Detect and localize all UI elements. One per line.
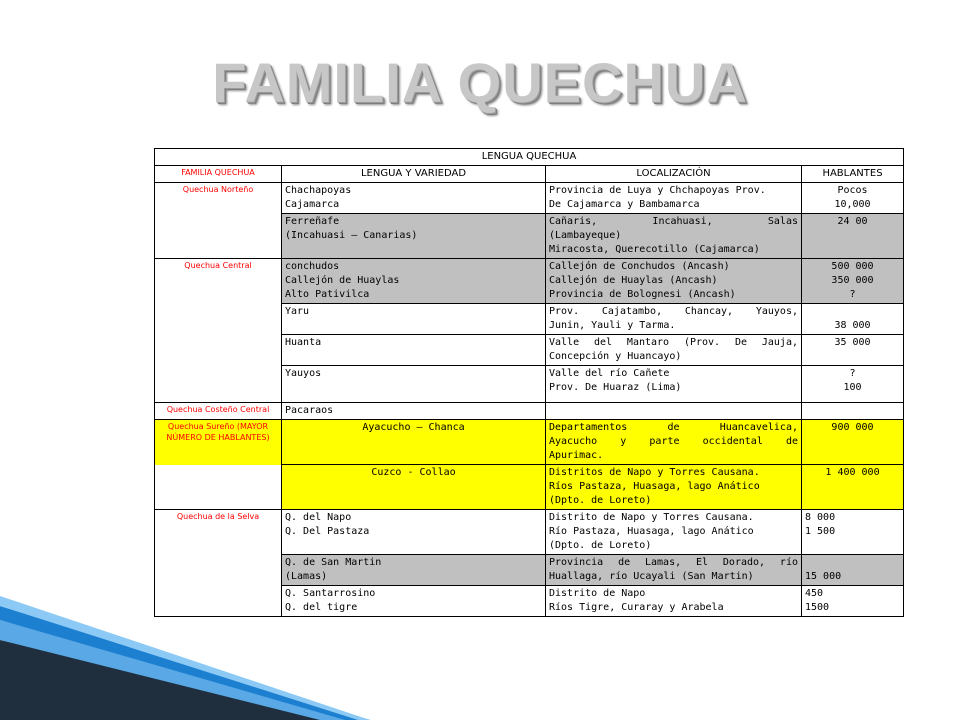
header-hablantes: HABLANTES — [802, 166, 904, 183]
table-row — [155, 183, 904, 214]
familia-cell: Quechua Costeño Central — [155, 403, 282, 420]
table-row — [155, 335, 904, 366]
localizacion-line: Concepción y Huancayo) — [549, 351, 682, 362]
localizacion-line: Cañaris, Incahuasi, Salas — [549, 216, 798, 227]
hablantes-line: 1500 — [805, 602, 830, 613]
lengua-line: Ferreñafe — [285, 216, 340, 227]
hablantes-cell — [802, 214, 904, 259]
hablantes-line: 100 — [843, 382, 862, 393]
localizacion-line: Departamentos de Huancavelica, — [549, 422, 798, 433]
table-row — [155, 366, 904, 403]
quechua-table-container — [154, 148, 903, 617]
table-row — [155, 510, 904, 555]
lengua-cell — [282, 335, 546, 366]
hablantes-line: 35 000 — [834, 337, 871, 348]
table-row — [155, 465, 904, 510]
localizacion-line: Prov. Cajatambo, Chancay, Yauyos, — [549, 306, 798, 317]
localizacion-line: Callejón de Conchudos (Ancash) — [549, 261, 730, 272]
localizacion-cell — [546, 510, 802, 555]
lengua-line: (Lamas) — [285, 571, 328, 582]
familia-cell — [155, 214, 282, 259]
lengua-line: Alto Pativilca — [285, 289, 370, 300]
localizacion-line: (Lambayeque) — [549, 230, 622, 241]
table-row — [155, 403, 904, 420]
lengua-cell — [282, 259, 546, 304]
lengua-line: Huanta — [285, 337, 322, 348]
hablantes-cell — [802, 586, 904, 617]
localizacion-line: Ríos Tigre, Curaray y Arabela — [549, 602, 724, 613]
hablantes-cell — [802, 183, 904, 214]
lengua-line: Callejón de Huaylas — [285, 275, 400, 286]
familia-cell: Quechua Sureño (MAYOR NÚMERO DE HABLANTES) — [155, 420, 282, 465]
lengua-line: Yaru — [285, 306, 310, 317]
familia-cell: Quechua Central — [155, 259, 282, 304]
localizacion-cell — [546, 420, 802, 465]
lengua-line: Ayacucho – Chanca — [362, 422, 465, 433]
lengua-line: Yauyos — [285, 368, 322, 379]
hablantes-cell — [802, 465, 904, 510]
hablantes-line: 900 000 — [831, 422, 874, 433]
lengua-cell — [282, 403, 546, 420]
lengua-line: conchudos — [285, 261, 340, 272]
localizacion-line: Ayacucho y parte occidental de — [549, 436, 798, 447]
hablantes-cell — [802, 259, 904, 304]
localizacion-cell — [546, 403, 802, 420]
hablantes-line: 350 000 — [831, 275, 874, 286]
lengua-cell — [282, 304, 546, 335]
hablantes-line: 24 00 — [837, 216, 868, 227]
hablantes-line: 8 000 — [805, 512, 836, 523]
familia-cell — [155, 366, 282, 403]
localizacion-cell — [546, 335, 802, 366]
localizacion-cell — [546, 586, 802, 617]
localizacion-cell — [546, 366, 802, 403]
corner-stripes-decoration — [0, 580, 370, 720]
table-header-row — [155, 166, 904, 183]
familia-cell — [155, 465, 282, 510]
localizacion-line: Provincia de Lamas, El Dorado, río — [549, 557, 798, 568]
hablantes-line: 500 000 — [831, 261, 874, 272]
localizacion-cell — [546, 183, 802, 214]
hablantes-line: 38 000 — [834, 320, 871, 331]
quechua-table — [154, 148, 904, 617]
lengua-cell — [282, 214, 546, 259]
lengua-line: Cuzco - Collao — [371, 467, 456, 478]
localizacion-cell — [546, 555, 802, 586]
familia-cell: Quechua de la Selva — [155, 510, 282, 555]
localizacion-cell — [546, 214, 802, 259]
localizacion-line: (Dpto. de Loreto) — [549, 540, 652, 551]
header-localizacion: LOCALIZACIÓN — [546, 166, 802, 183]
localizacion-line: Valle del río Cañete — [549, 368, 670, 379]
hablantes-line: 450 — [805, 588, 824, 599]
lengua-cell — [282, 366, 546, 403]
lengua-line: Q. Santarrosino — [285, 588, 376, 599]
localizacion-line: Provincia de Luya y Chchapoyas Prov. — [549, 185, 766, 196]
table-caption-row — [155, 149, 904, 166]
localizacion-line: Huallaga, río Ucayali (San Martin) — [549, 571, 754, 582]
localizacion-line: Distrito de Napo — [549, 588, 646, 599]
hablantes-cell — [802, 403, 904, 420]
localizacion-line: Provincia de Bolognesi (Ancash) — [549, 289, 736, 300]
page-title: FAMILIA QUECHUA — [212, 51, 748, 114]
hablantes-line — [805, 556, 900, 570]
lengua-line: Q. Del Pastaza — [285, 526, 370, 537]
localizacion-line: Miracosta, Querecotillo (Cajamarca) — [549, 244, 760, 255]
lengua-cell — [282, 465, 546, 510]
hablantes-line: ? — [849, 368, 856, 379]
table-row — [155, 420, 904, 465]
familia-cell — [155, 335, 282, 366]
hablantes-cell — [802, 335, 904, 366]
hablantes-line: Pocos — [837, 185, 868, 196]
header-familia: FAMILIA QUECHUA — [155, 166, 282, 183]
localizacion-cell — [546, 304, 802, 335]
hablantes-line: 15 000 — [805, 571, 842, 582]
hablantes-line: 1 500 — [805, 526, 836, 537]
hablantes-cell — [802, 304, 904, 335]
lengua-line: Q. del Napo — [285, 512, 352, 523]
localizacion-line: Ríos Pastaza, Huasaga, lago Anático — [549, 481, 760, 492]
localizacion-cell — [546, 465, 802, 510]
localizacion-cell — [546, 259, 802, 304]
lengua-line: Q. de San Martin — [285, 557, 382, 568]
hablantes-line: ? — [849, 289, 856, 300]
hablantes-line: 10,000 — [834, 199, 871, 210]
localizacion-line: De Cajamarca y Bambamarca — [549, 199, 700, 210]
table-row — [155, 259, 904, 304]
lengua-line: Q. del tigre — [285, 602, 358, 613]
lengua-line: Cajamarca — [285, 199, 340, 210]
localizacion-line: Distritos de Napo y Torres Causana. — [549, 467, 760, 478]
lengua-cell — [282, 420, 546, 465]
table-row — [155, 304, 904, 335]
hablantes-line: 1 400 000 — [825, 467, 880, 478]
hablantes-cell — [802, 366, 904, 403]
hablantes-cell — [802, 510, 904, 555]
lengua-cell — [282, 183, 546, 214]
hablantes-cell — [802, 555, 904, 586]
localizacion-line: Apurimac. — [549, 450, 604, 461]
localizacion-line: (Dpto. de Loreto) — [549, 495, 652, 506]
localizacion-line: Distrito de Napo y Torres Causana. — [549, 512, 754, 523]
lengua-cell — [282, 510, 546, 555]
header-lengua: LENGUA Y VARIEDAD — [282, 166, 546, 183]
localizacion-line: Río Pastaza, Huasaga, lago Anático — [549, 526, 754, 537]
familia-cell — [155, 304, 282, 335]
table-caption: LENGUA QUECHUA — [155, 149, 904, 166]
lengua-line: Pacaraos — [285, 405, 334, 416]
localizacion-line: Callejón de Huaylas (Ancash) — [549, 275, 718, 286]
hablantes-line — [805, 305, 900, 319]
localizacion-line: Prov. De Huaraz (Lima) — [549, 382, 682, 393]
lengua-line: Chachapoyas — [285, 185, 352, 196]
hablantes-cell — [802, 420, 904, 465]
localizacion-line: Junin, Yauli y Tarma. — [549, 320, 676, 331]
localizacion-line: Valle del Mantaro (Prov. De Jauja, — [549, 337, 798, 348]
familia-cell: Quechua Norteño — [155, 183, 282, 214]
lengua-line: (Incahuasi – Canarias) — [285, 230, 418, 241]
table-row — [155, 214, 904, 259]
